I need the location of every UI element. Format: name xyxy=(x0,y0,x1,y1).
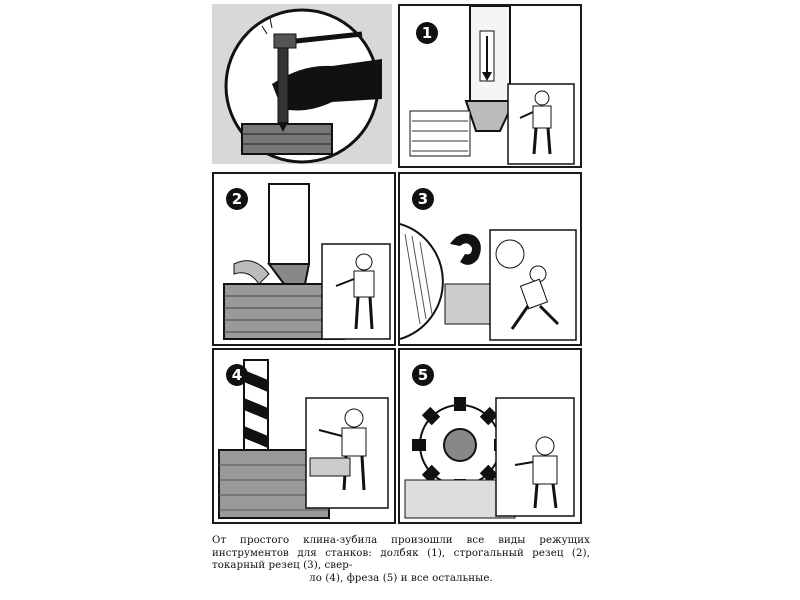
panel-number-4: 4 xyxy=(226,364,248,386)
panel-1-gear-shaper-cutter xyxy=(398,4,582,168)
figure-caption xyxy=(212,535,590,585)
panel-chisel-hammer xyxy=(212,4,392,164)
panel-number-2: 2 xyxy=(226,188,248,210)
panel-number-3: 3 xyxy=(412,188,434,210)
panel-number-5: 5 xyxy=(412,364,434,386)
panel-number-1: 1 xyxy=(416,22,438,44)
caption-line-2: для станков: долбяк (1), строгальный резец (2), токарный резец (3), свер- xyxy=(212,547,590,571)
panel-2-planing-cutter xyxy=(212,172,396,346)
panel-3-lathe-cutter xyxy=(398,172,582,346)
chisel-hammer-illustration xyxy=(212,4,392,164)
caption-line-3: ло (4), фреза (5) и все остальные. xyxy=(309,572,493,584)
caption-line-1: От простого клина-зубила произошли все виды режущих инструментов xyxy=(212,535,590,559)
panel-5-milling-cutter xyxy=(398,348,582,524)
panel-4-drill xyxy=(212,348,396,524)
